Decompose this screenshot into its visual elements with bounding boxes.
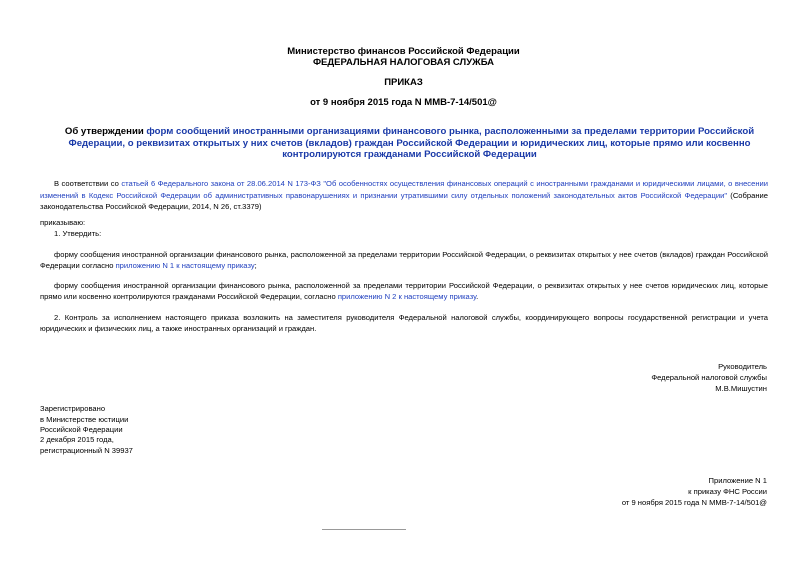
registration-line-3: Российской Федерации [40,425,123,434]
bottom-divider [322,529,406,530]
registration-line-4: 2 декабря 2015 года, [40,435,114,444]
title-prefix: Об утверждении [64,126,147,137]
appendix-date: от 9 ноября 2015 года N ММВ-7-14/501@ [621,498,767,507]
registration-line-1: Зарегистрировано [40,404,106,413]
form-1-text: форму сообщения иностранной организации финансового рынка, расположенной за пределами территории Российской Федерации, о реквизитах открытых у нее счетов (вкладов) граждан Российской Федерации согласно [40,250,768,270]
appendix-2-link[interactable]: приложению N 2 к настоящему приказу [337,292,477,301]
title-link[interactable]: форм сообщений иностранными организациями финансового рынка, расположенными за пределами территории Российской Федерации, о реквизитах открытых у них счетов (вкладов) граждан Российской Федерации и юридических лиц, которые прямо или косвенно контролируются гражданами Российской Федерации [68,126,755,160]
preamble-paragraph [40,178,768,213]
signature-org: Федеральной налоговой службы [651,373,767,382]
form-1-end: ; [254,261,257,270]
form-2-end: . [476,292,479,301]
item-2-text: 2. Контроль за исполнением настоящего приказа возложить на заместителя руководителя Федеральной налоговой службы, координирующего вопросы государственной регистрации и учета юридических и физических лиц, а также иностранных организаций и граждан. [40,313,768,333]
item-1: 1. Утвердить: [54,229,102,238]
doc-type-heading: ПРИКАЗ [384,77,423,88]
item-2-paragraph [40,312,768,334]
registration-number: регистрационный N 39937 [40,446,133,455]
appendix-label: Приложение N 1 [708,476,767,485]
appendix-ref: к приказу ФНС России [688,487,767,496]
registration-line-2: в Министерстве юстиции [40,415,129,424]
preamble-text-start: В соответствии со [54,179,122,188]
form-2-paragraph [40,280,768,302]
appendix-1-link[interactable]: приложению N 1 к настоящему приказу [115,261,255,270]
document-title [52,126,767,161]
order-word: приказываю: [40,218,86,227]
signature-title: Руководитель [718,362,767,371]
form-1-paragraph [40,249,768,271]
service-heading: ФЕДЕРАЛЬНАЯ НАЛОГОВАЯ СЛУЖБА [312,57,495,68]
doc-date-heading: от 9 ноября 2015 года N ММВ-7-14/501@ [310,97,497,108]
signature-name: М.В.Мишустин [715,384,767,393]
ministry-heading: Министерство финансов Российской Федерации [287,46,520,57]
preamble-text-end: (Собрание законодательства Российской Федерации, 2014, N 26, ст.3379) [40,190,768,211]
form-2-text: форму сообщения иностранной организации финансового рынка, расположенной за пределами территории Российской Федерации, о реквизитах открытых у нее счетов юридических лиц, которые прямо или косвенно контролируются гражданами Российской Федерации, согласно [40,281,768,301]
law-article-link[interactable]: статьей 6 Федерального закона от 28.06.2014 N 173-ФЗ "Об особенностях осуществления финансовых операций с иностранными гражданами и юридическими лицами, о внесении изменений в Кодекс Российской Федерации об административных правонарушениях и признании утратившими силу отдельных положений законодательных актов Российской Федерации" [40,179,768,200]
